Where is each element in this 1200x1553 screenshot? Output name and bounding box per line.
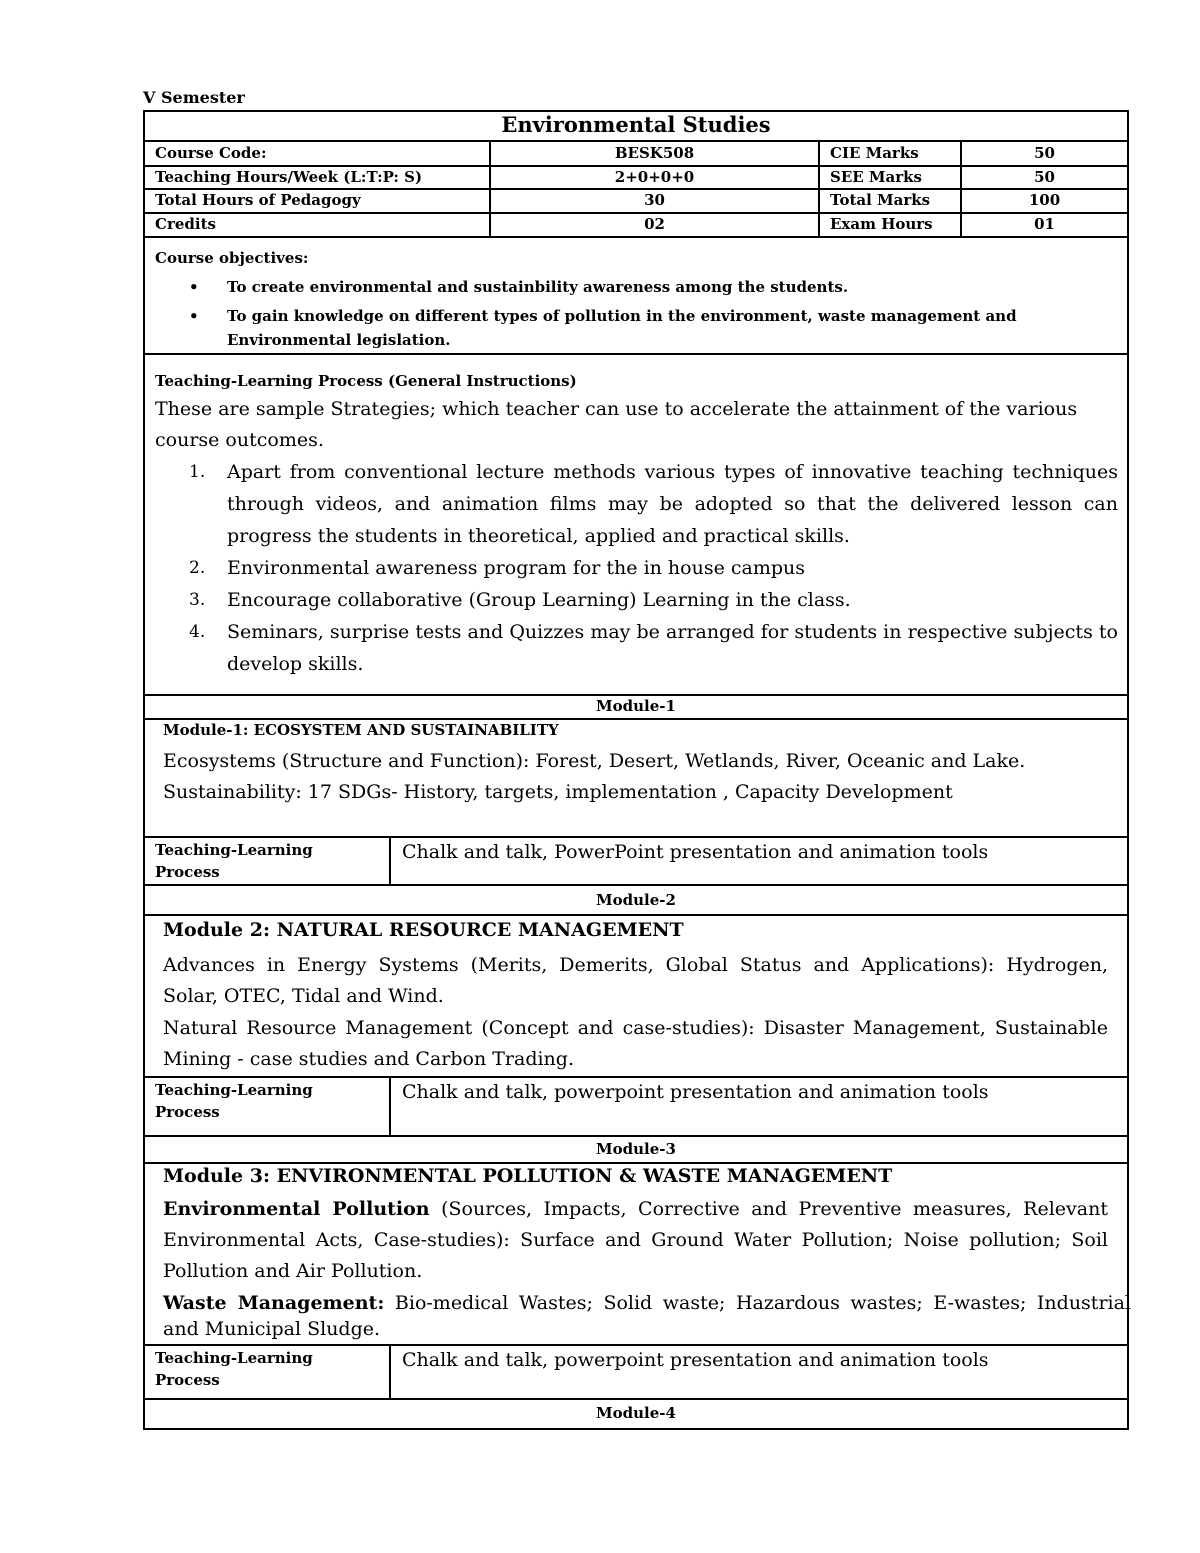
exam-hours-value: 01 <box>1034 215 1055 233</box>
module-1-title: Module-1: ECOSYSTEM AND SUSTAINABILITY <box>163 721 559 739</box>
pollution-label: Environmental Pollution <box>163 1198 430 1220</box>
module-2-line-2: Natural Resource Management (Concept and case-studies): Disaster Management, Sustainable Mining - case studies and Carbon Trading. <box>163 1017 1108 1070</box>
tlp-item-text: Encourage collaborative (Group Learning) Learning in the class. <box>227 589 851 611</box>
objectives-list <box>183 274 1118 356</box>
table-border-right <box>1127 110 1129 1430</box>
rule <box>143 1344 1129 1346</box>
module-3-title: Module 3: ENVIRONMENTAL POLLUTION & WASTE MANAGEMENT <box>163 1165 893 1187</box>
tlp-item-text: Environmental awareness program for the in house campus <box>227 557 806 579</box>
rule <box>143 236 1129 238</box>
rule <box>143 353 1129 355</box>
list-number: 2. <box>189 558 206 578</box>
module-3-header: Module-3 <box>596 1140 676 1158</box>
list-item <box>183 584 1118 616</box>
module-2-header: Module-2 <box>596 891 676 909</box>
rule <box>389 1345 391 1398</box>
module-1-tl-value: Chalk and talk, PowerPoint presentation and animation tools <box>402 841 989 863</box>
rule <box>143 718 1129 720</box>
course-code-label: Course Code: <box>155 144 267 162</box>
module-4-header: Module-4 <box>596 1404 676 1422</box>
semester-label: V Semester <box>143 88 245 107</box>
teaching-hours-label: Teaching Hours/Week (L:T:P: S) <box>155 168 423 186</box>
waste-label: Waste Management: <box>163 1292 385 1314</box>
module-1-tl-label: Teaching-Learning Process <box>155 841 313 881</box>
syllabus-table <box>143 110 1132 1430</box>
total-marks-label: Total Marks <box>830 191 931 209</box>
see-marks-label: SEE Marks <box>830 168 922 186</box>
list-item <box>183 274 1118 300</box>
bullet-icon: • <box>189 307 199 325</box>
rule <box>143 1398 1129 1400</box>
list-item <box>183 616 1118 680</box>
module-2-title: Module 2: NATURAL RESOURCE MANAGEMENT <box>163 919 684 941</box>
module-1-header: Module-1 <box>596 697 676 715</box>
module-3-pollution-paragraph <box>163 1194 1108 1287</box>
module-2-tl-label: Teaching-Learning Process <box>155 1081 313 1121</box>
list-item <box>183 456 1118 552</box>
objectives-heading: Course objectives: <box>155 249 309 267</box>
rule <box>143 1076 1129 1078</box>
course-code-value: BESK508 <box>614 144 695 162</box>
rule <box>143 884 1129 886</box>
rule <box>143 1135 1129 1137</box>
pollution-text: (Sources, Impacts, Corrective and Preventive measures, Relevant Environmental Acts, Case-studies): Surface and Ground Water Pollution; Noise pollution; Soil Pollution and Air Pollution. <box>163 1198 1108 1282</box>
tlp-list <box>183 456 1118 680</box>
waste-text: Bio-medical Wastes; Solid waste; Hazardous wastes; E-wastes; Industrial and Municipal Sludge. <box>163 1292 1132 1340</box>
table-border-left <box>143 110 145 1430</box>
list-number: 1. <box>189 462 206 482</box>
rule <box>143 1162 1129 1164</box>
tlp-item-text: Seminars, surprise tests and Quizzes may be arranged for students in respective subjects to develop skills. <box>227 621 1118 675</box>
module-1-line-1: Ecosystems (Structure and Function): Forest, Desert, Wetlands, River, Oceanic and Lake. <box>163 750 1026 772</box>
module-3-tl-value: Chalk and talk, powerpoint presentation and animation tools <box>402 1349 989 1371</box>
course-title: Environmental Studies <box>501 112 771 137</box>
rule <box>143 836 1129 838</box>
exam-hours-label: Exam Hours <box>830 215 933 233</box>
module-2-tl-value: Chalk and talk, powerpoint presentation and animation tools <box>402 1081 989 1103</box>
see-marks-value: 50 <box>1034 168 1055 186</box>
rule <box>143 914 1129 916</box>
total-hours-value: 30 <box>644 191 665 209</box>
list-number: 3. <box>189 590 206 610</box>
rule <box>143 1428 1129 1430</box>
tlp-intro: These are sample Strategies; which teacher can use to accelerate the attainment of the various course outcomes. <box>155 398 1078 451</box>
rule <box>389 1077 391 1135</box>
teaching-hours-value: 2+0+0+0 <box>614 168 695 186</box>
tlp-item-text: Apart from conventional lecture methods various types of innovative teaching techniques through videos, and animation films may be adopted so that the delivered lesson can progress the students in theoretical, applied and practical skills. <box>227 461 1118 547</box>
objective-text: To gain knowledge on different types of pollution in the environment, waste management and Environmental legislation. <box>227 307 1017 349</box>
module-1-line-2: Sustainability: 17 SDGs- History, targets, implementation , Capacity Development <box>163 781 953 803</box>
module-3-waste-paragraph <box>163 1290 1131 1342</box>
total-marks-value: 100 <box>1028 191 1061 209</box>
objective-text: To create environmental and sustainbility awareness among the students. <box>227 278 849 296</box>
list-number: 4. <box>189 622 206 642</box>
bullet-icon: • <box>189 278 199 296</box>
module-2-line-1: Advances in Energy Systems (Merits, Demerits, Global Status and Applications): Hydrogen, Solar, OTEC, Tidal and Wind. <box>163 954 1108 1007</box>
credits-label: Credits <box>155 215 216 233</box>
list-item <box>183 552 1118 584</box>
rule <box>389 837 391 884</box>
credits-value: 02 <box>644 215 665 233</box>
list-item <box>183 304 1118 352</box>
cie-marks-value: 50 <box>1034 144 1055 162</box>
tlp-heading: Teaching-Learning Process (General Instructions) <box>155 372 577 390</box>
cie-marks-label: CIE Marks <box>830 144 919 162</box>
module-3-tl-label: Teaching-Learning Process <box>155 1349 313 1389</box>
total-hours-label: Total Hours of Pedagogy <box>155 191 361 209</box>
